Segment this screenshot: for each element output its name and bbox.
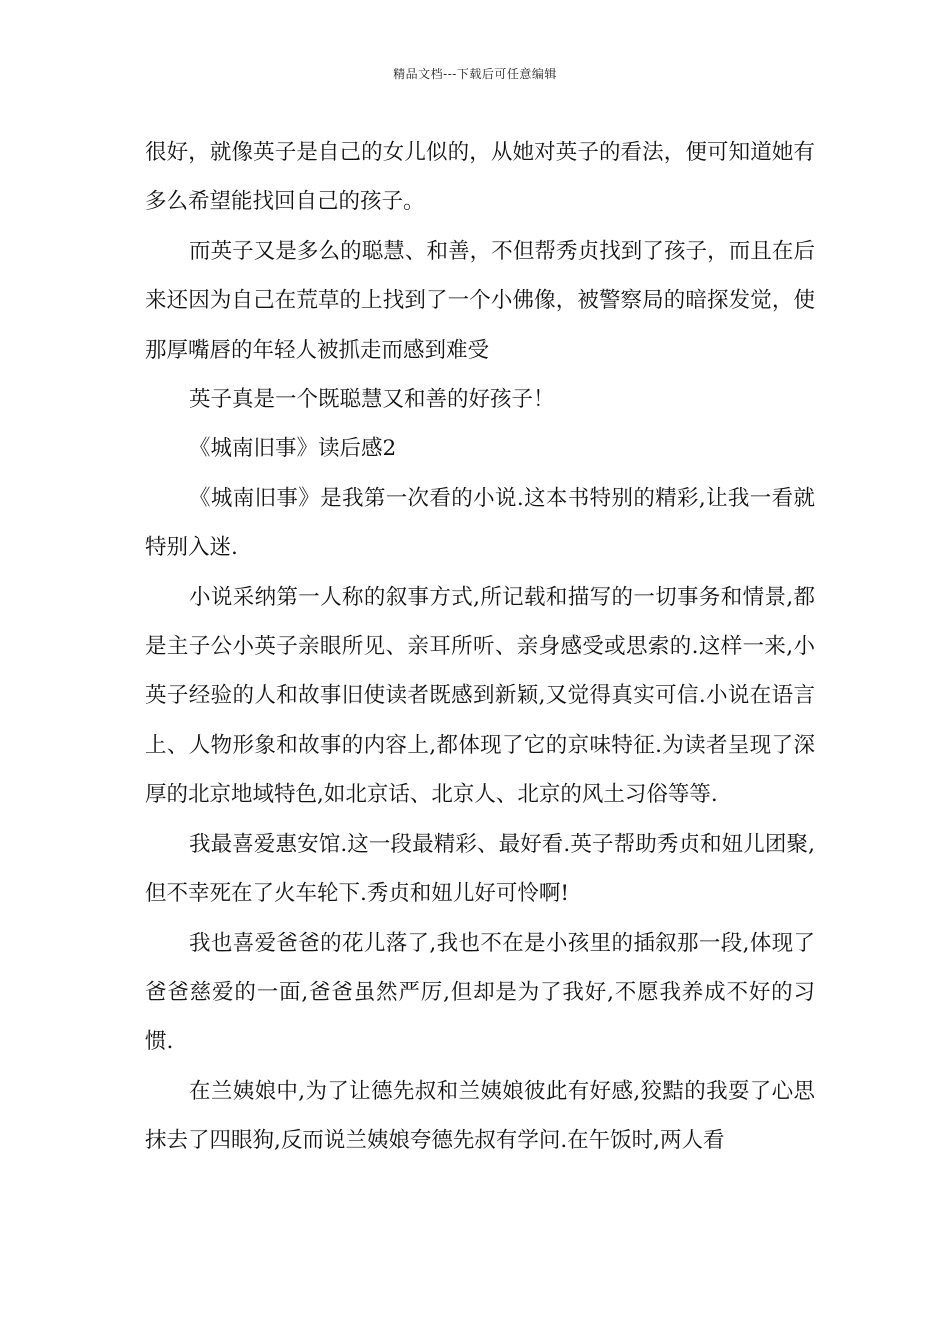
paragraph-7: 我也喜爱爸爸的花儿落了,我也不在是小孩里的插叙那一段,体现了爸爸慈爱的一面,爸爸虽然严厉,但却是为了我好,不愿我养成不好的习惯. — [145, 930, 815, 1055]
document-body — [145, 128, 815, 1166]
paragraph-1: 很好，就像英子是自己的女儿似的，从她对英子的看法，便可知道她有多么希望能找回自己的孩子。 — [145, 140, 815, 215]
paragraph-5: 小说采纳第一人称的叙事方式,所记载和描写的一切事务和情景,都是主子公小英子亲眼所见、亲耳所听、亲身感受或思索的.这样一来,小英子经验的人和故事旧使读者既感到新颖,又觉得真实可信.小说在语言上、人物形象和故事的内容上,都体现了它的京味特征.为读者呈现了深厚的北京地域特色,如北京话、北京人、北京的风土习俗等等. — [145, 584, 815, 808]
paragraph-6: 我最喜爱惠安馆.这一段最精彩、最好看.英子帮助秀贞和妞儿团聚,但不幸死在了火车轮下.秀贞和妞儿好可怜啊! — [145, 831, 815, 907]
paragraph-2: 而英子又是多么的聪慧、和善，不但帮秀贞找到了孩子，而且在后来还因为自己在荒草的上找到了一个小佛像，被警察局的暗探发觉，使那厚嘴唇的年轻人被抓走而感到难受 — [145, 238, 815, 363]
paragraph-8: 在兰姨娘中,为了让德先叔和兰姨娘彼此有好感,狡黠的我耍了心思抹去了四眼狗,反而说兰姨娘夸德先叔有学问.在午饭时,两人看 — [145, 1078, 815, 1154]
paragraph-4: 《城南旧事》是我第一次看的小说.这本书特别的精彩,让我一看就特别入迷. — [145, 485, 815, 561]
page-header: 精品文档---下载后可任意编辑 — [393, 67, 557, 81]
paragraph-3: 英子真是一个既聪慧又和善的好孩子！ — [189, 387, 555, 413]
section-title: 《城南旧事》读后感2 — [189, 436, 397, 462]
